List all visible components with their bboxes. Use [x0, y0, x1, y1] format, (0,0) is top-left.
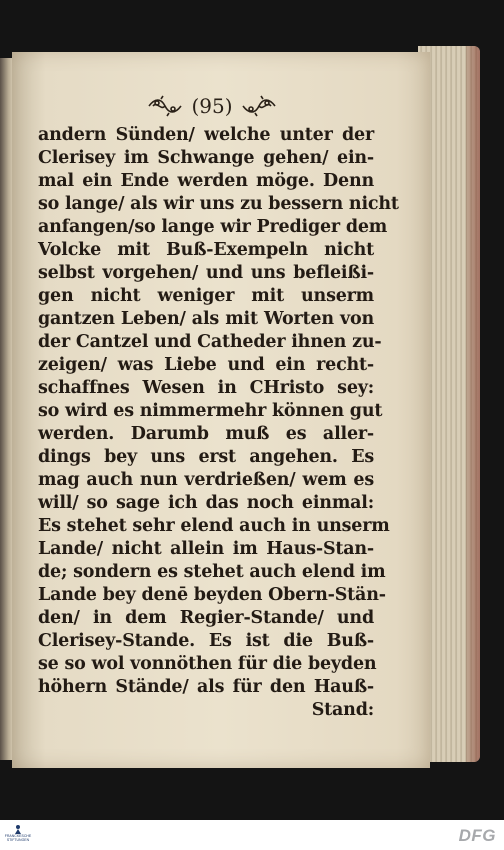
text-line: Lande/ nicht allein im Haus-Stan- [38, 539, 374, 559]
text-line: Volcke mit Buß-Exempeln nicht [38, 240, 374, 260]
text-line: gantzen Leben/ als mit Worten von [38, 309, 374, 329]
book-page [12, 52, 430, 768]
text-line: selbst vorgehen/ und uns befleißi- [38, 263, 374, 283]
text-line: schaffnes Wesen in CHristo sey: [38, 378, 374, 398]
text-line: den/ in dem Regier-Stande/ und [38, 608, 374, 628]
text-line: se so wol vonnöthen für die beyden [38, 654, 377, 674]
viewer-footer [0, 820, 504, 850]
page-header [132, 90, 292, 122]
text-line: anfangen/so lange wir Prediger dem [38, 217, 388, 237]
text-line: so lange/ als wir uns zu bessern nicht [38, 194, 399, 214]
text-line: Clerisey im Schwange gehen/ ein- [38, 148, 374, 168]
text-line: gen nicht weniger mit unserm [38, 286, 374, 306]
previous-page-edge [0, 58, 12, 760]
text-line: zeigen/ was Liebe und ein recht- [38, 355, 374, 375]
text-line: so wird es nimmermehr können gut [38, 401, 383, 421]
page-text [38, 124, 399, 722]
library-logo [4, 824, 32, 846]
text-line: andern Sünden/ welche unter der [38, 125, 374, 145]
text-line: dings bey uns erst angehen. Es [38, 447, 374, 467]
text-line: werden. Darumb muß es aller- [38, 424, 374, 444]
text-line: höhern Stände/ als für den Hauß- [38, 677, 374, 697]
library-label: FRANCKESCHE STIFTUNGEN [4, 834, 32, 842]
page-number: (95) [191, 94, 233, 118]
text-line: Es stehet sehr elend auch in unserm [38, 516, 390, 536]
text-line: der Cantzel und Catheder ihnen zu- [38, 332, 382, 352]
floral-ornament-icon [147, 95, 183, 117]
floral-ornament-icon [241, 95, 277, 117]
dfg-logo: DFG [458, 826, 496, 845]
library-emblem-icon [13, 824, 23, 834]
text-line: Lande bey denē beyden Obern-Stän- [38, 585, 386, 605]
text-line: de; sondern es stehet auch elend im [38, 562, 386, 582]
text-line: will/ so sage ich das noch einmal: [38, 493, 374, 513]
text-line: mag auch nun verdrießen/ wem es [38, 470, 374, 490]
catchword: Stand: [311, 700, 374, 720]
text-line: Clerisey-Stande. Es ist die Buß- [38, 631, 374, 651]
text-line: mal ein Ende werden möge. Denn [38, 171, 374, 191]
